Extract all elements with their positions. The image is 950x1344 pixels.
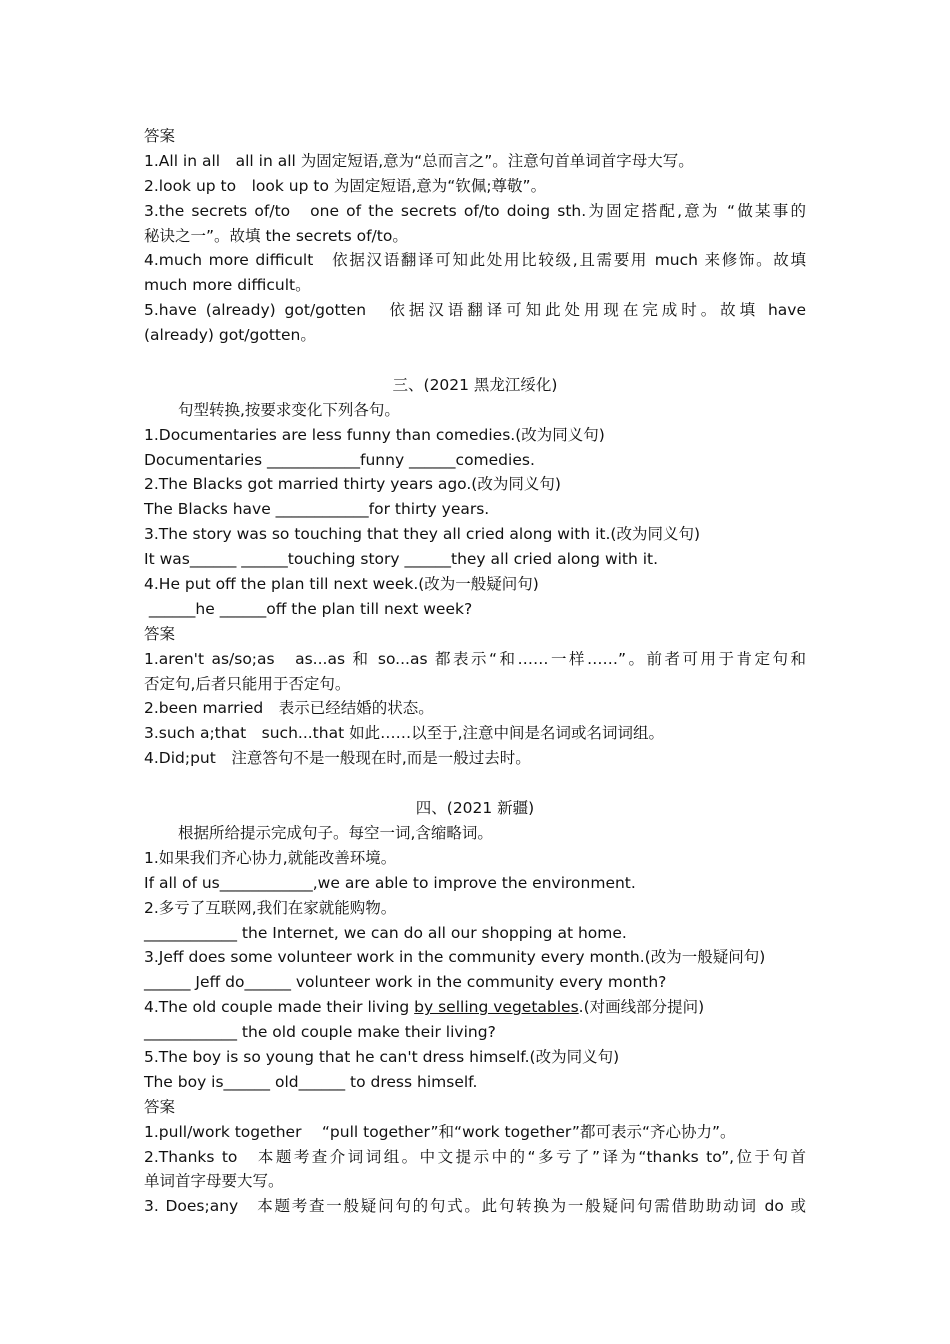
section-instruction: 根据所给提示完成句子。每空一词,含缩略词。 [178, 823, 493, 842]
question-line: 1.如果我们齐心协力,就能改善环境。 [144, 848, 397, 867]
fill-in-line: If all of us____________,we are able to improve the environment. [144, 873, 636, 892]
question-text: 4.The old couple made their living [144, 998, 415, 1017]
answer-line: 2.Thanks to 本题考查介词词组。中文提示中的“多亏了”译为“thanks to”,位于句首 [144, 1147, 806, 1166]
section-title: 四、(2021 新疆) [415, 799, 535, 818]
section-title: 三、(2021 黑龙江绥化) [392, 375, 558, 394]
document-page [144, 124, 806, 1219]
answer-line: much more difficult。 [144, 276, 311, 295]
question-line: 3.Jeff does some volunteer work in the community every month.(改为一般疑问句) [144, 948, 766, 967]
answer-line: 4.much more difficult 依据汉语翻译可知此处用比较级,且需要用 much 来修饰。故填 [144, 251, 806, 270]
spacer [144, 348, 806, 373]
question-line: 1.Documentaries are less funny than comedies.(改为同义句) [144, 425, 605, 444]
fill-in-line: The Blacks have ____________for thirty years. [144, 500, 490, 519]
answer-line: 2.look up to look up to 为固定短语,意为“钦佩;尊敬”。 [144, 176, 547, 195]
answer-line: 1.pull/work together “pull together”和“work together”都可表示“齐心协力”。 [144, 1122, 736, 1141]
answer-line: 1.All in all all in all 为固定短语,意为“总而言之”。注意句首单词首字母大写。 [144, 151, 694, 170]
answer-line: 1.aren't as/so;as as...as 和 so...as 都表示“和……一样……”。前者可用于肯定句和 [144, 649, 806, 668]
question-line: 2.The Blacks got married thirty years ago.(改为同义句) [144, 475, 561, 494]
question-line: 5.The boy is so young that he can't dress himself.(改为同义句) [144, 1047, 620, 1066]
question-line [144, 995, 806, 1020]
answer-line: 4.Did;put 注意答句不是一般现在时,而是一般过去时。 [144, 749, 531, 768]
spacer [144, 771, 806, 796]
answer-label: 答案 [144, 127, 176, 145]
question-line: 3.The story was so touching that they all cried along with it.(改为同义句) [144, 525, 701, 544]
answer-line: 秘诀之一”。故填 the secrets of/to。 [144, 226, 408, 245]
fill-in-line: It was______ ______touching story ______they all cried along with it. [144, 550, 659, 569]
answer-line: (already) got/gotten。 [144, 326, 316, 345]
answer-line: 3.the secrets of/to one of the secrets of/to doing sth.为固定搭配,意为 “做某事的 [144, 201, 806, 220]
fill-in-line: ______ Jeff do______ volunteer work in the community every month? [144, 973, 667, 992]
answer-line: 否定句,后者只能用于否定句。 [144, 674, 351, 693]
answer-label: 答案 [144, 624, 176, 643]
question-line: 4.He put off the plan till next week.(改为一般疑问句) [144, 575, 539, 594]
fill-in-line: ____________ the old couple make their living? [144, 1023, 496, 1042]
answer-label: 答案 [144, 1097, 176, 1116]
fill-in-line: ______he ______off the plan till next week? [144, 599, 473, 618]
question-text: .(对画线部分提问) [578, 998, 705, 1017]
answer-line: 3. Does;any 本题考查一般疑问句的句式。此句转换为一般疑问句需借助助动词 do 或 [144, 1197, 806, 1216]
question-line: 2.多亏了互联网,我们在家就能购物。 [144, 898, 397, 917]
fill-in-line: Documentaries ____________funny ______comedies. [144, 450, 535, 469]
answer-line: 3.such a;that such...that 如此……以至于,注意中间是名词或名词词组。 [144, 724, 665, 743]
underlined-phrase: by selling vegetables [414, 998, 579, 1017]
answer-line: 单词首字母要大写。 [144, 1172, 284, 1191]
fill-in-line: ____________ the Internet, we can do all our shopping at home. [144, 923, 627, 942]
answer-line: 2.been married 表示已经结婚的状态。 [144, 699, 434, 718]
answer-line: 5.have (already) got/gotten 依据汉语翻译可知此处用现在完成时。故填 have [144, 301, 806, 320]
section-instruction: 句型转换,按要求变化下列各句。 [178, 400, 400, 419]
fill-in-line: The boy is______ old______ to dress himself. [144, 1072, 478, 1091]
